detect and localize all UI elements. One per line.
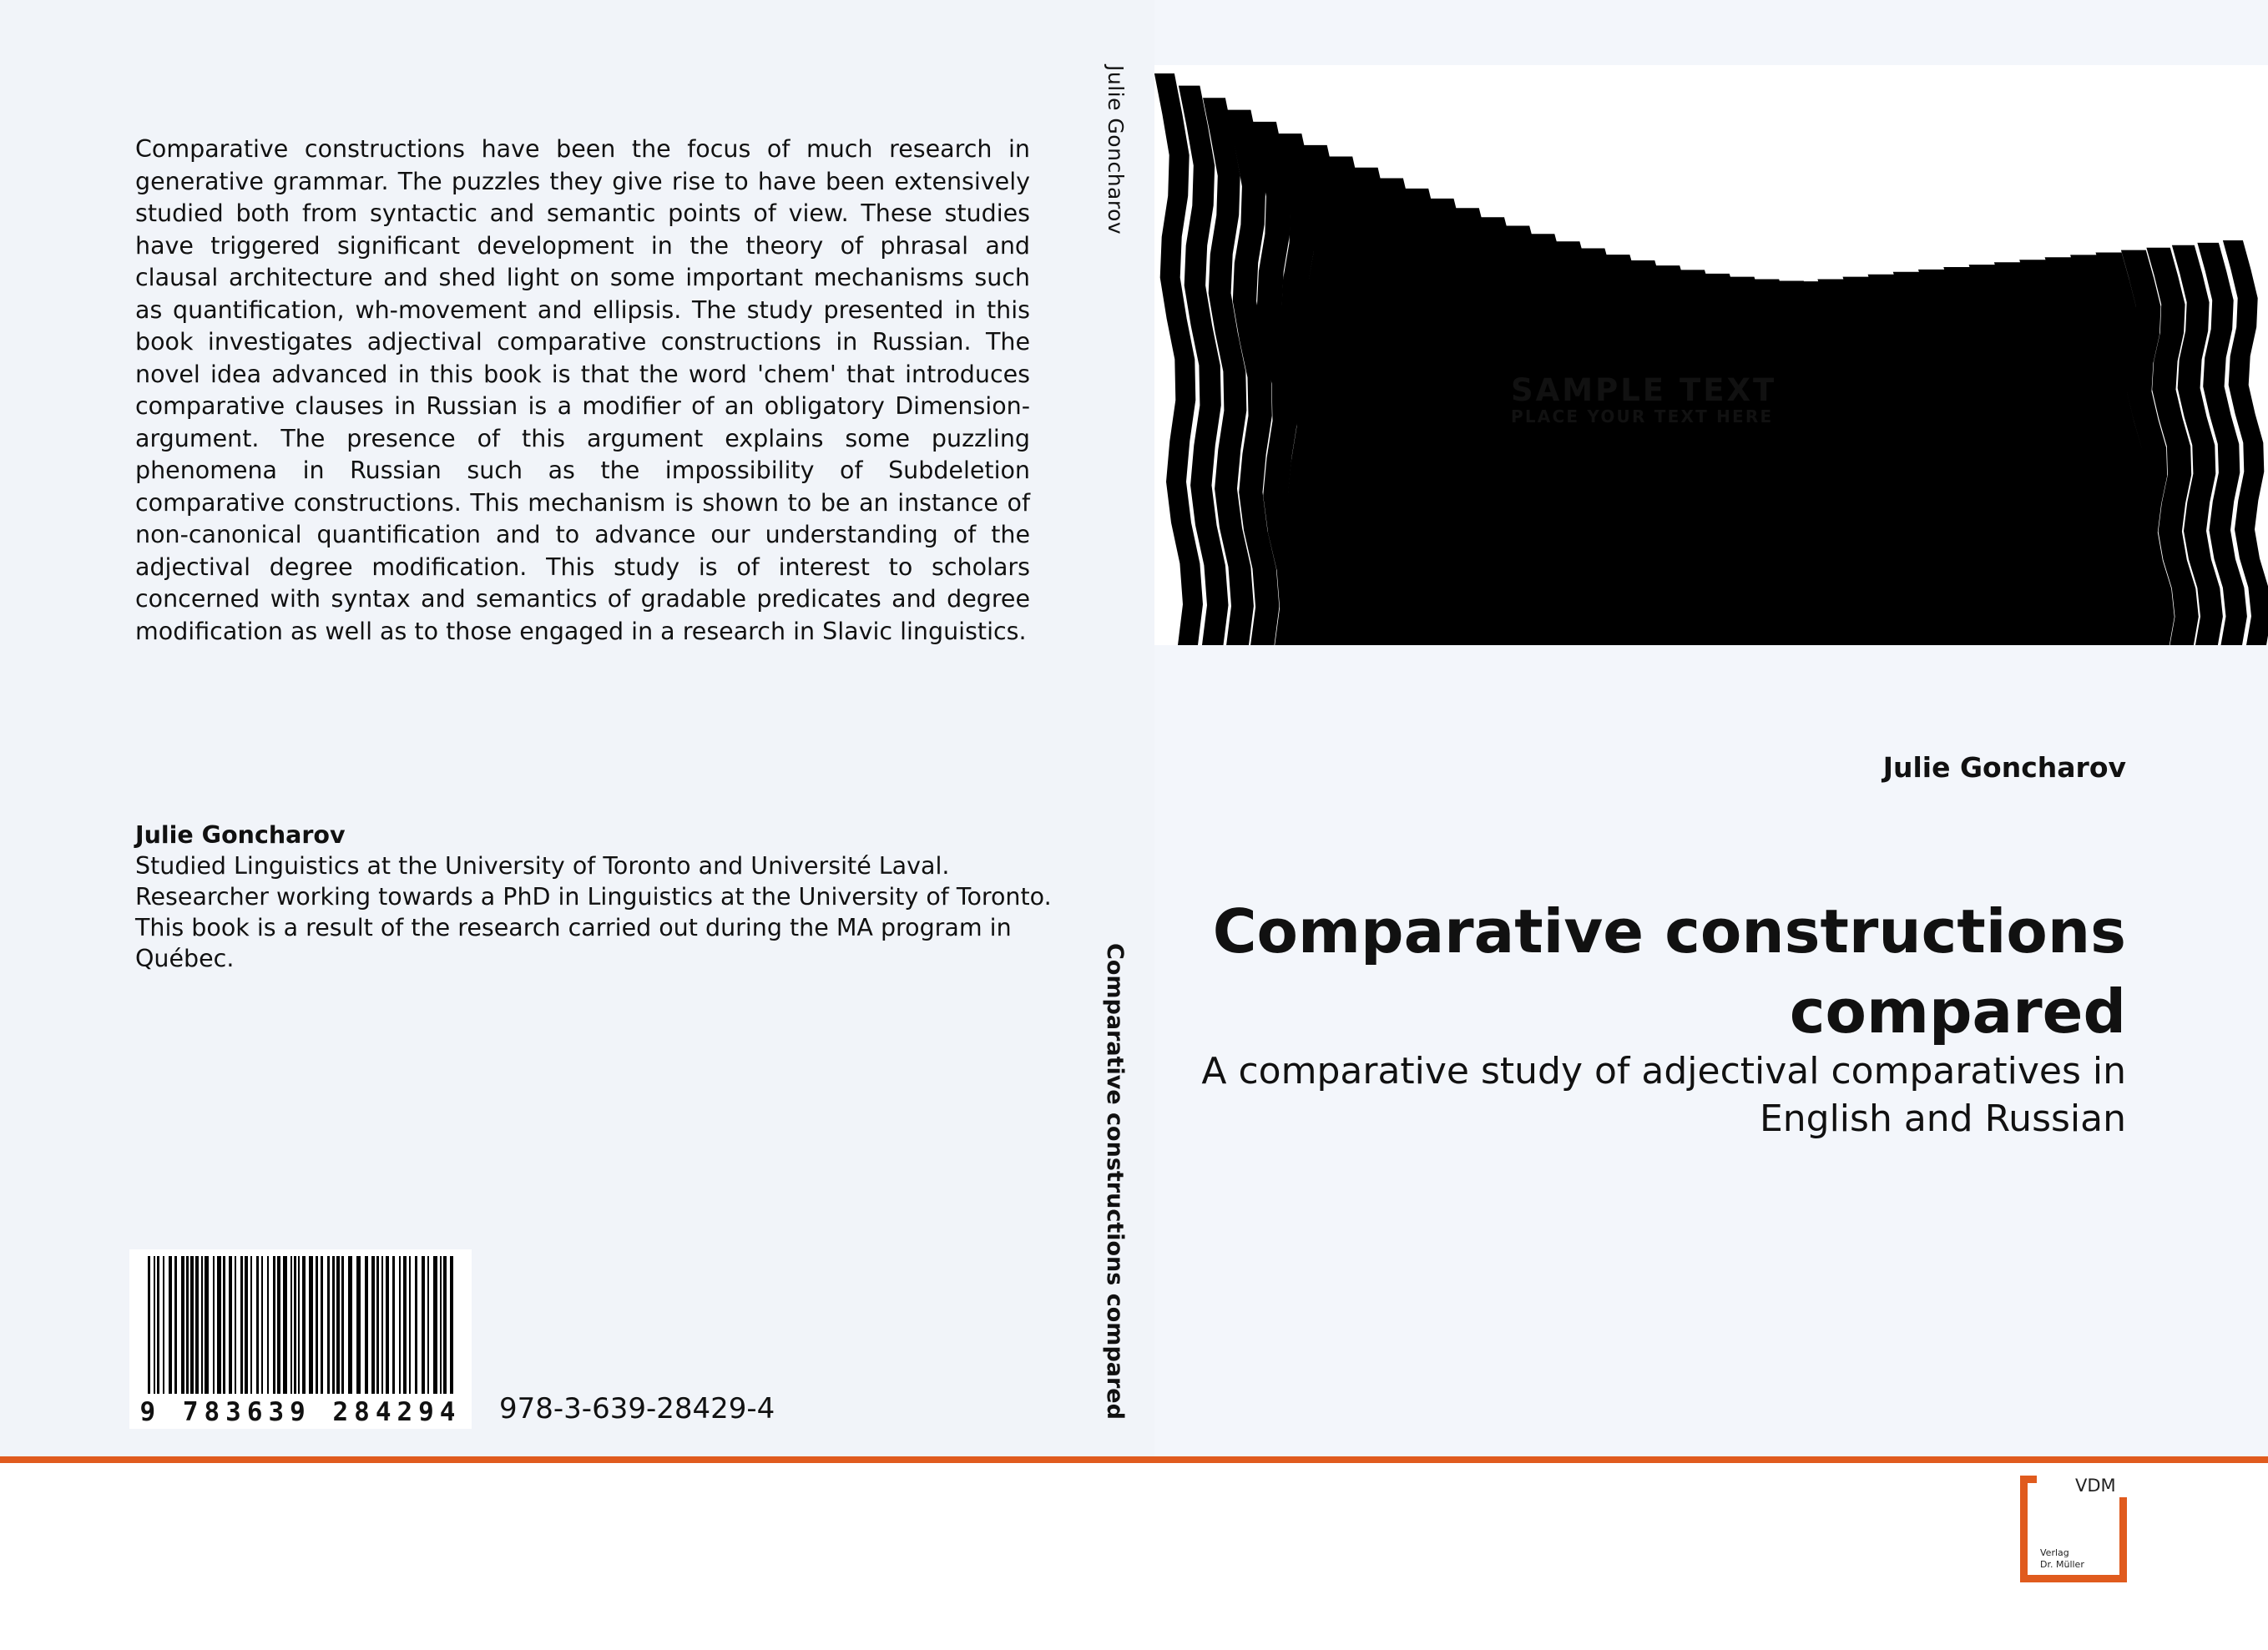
bio-line: This book is a result of the research carried out during the MA program in xyxy=(135,914,1012,941)
wave-pattern-graphic xyxy=(1154,65,2268,645)
front-subtitle: A comparative study of adjectival comparatives in English and Russian xyxy=(1201,1050,2126,1140)
barcode-graphic xyxy=(129,1249,472,1429)
bottom-orange-rule xyxy=(0,1456,2268,1463)
barcode-digits: 9 783639 284294 xyxy=(139,1397,462,1427)
publisher-line1: Verlag xyxy=(2040,1547,2069,1558)
barcode-bars xyxy=(148,1256,453,1394)
bio-author-name: Julie Goncharov xyxy=(135,821,346,849)
publisher-line2: Dr. Müller xyxy=(2040,1559,2084,1570)
isbn-number: 978-3-639-28429-4 xyxy=(499,1392,775,1425)
spine-author: Julie Goncharov xyxy=(1104,65,1128,235)
spine-title: Comparative constructions compared xyxy=(1102,943,1128,1420)
cover-artwork xyxy=(1154,65,2268,645)
sample-text-logo xyxy=(1511,374,1776,426)
author-bio xyxy=(135,820,1078,974)
bio-line: Québec. xyxy=(135,945,235,972)
sample-text-main: SAMPLE TEXT xyxy=(1511,372,1777,408)
bio-line: Researcher working towards a PhD in Linguistics at the University of Toronto. xyxy=(135,883,1052,911)
back-cover-blurb: Comparative constructions have been the focus of much research in generative grammar. The puzzles they give rise to have been extensively studied both from syntactic and semantic points of view. These studies have triggered significant development in the theory of phrasal and clausal architecture and shed light on some important mechanisms such as quantification, wh-movement and ellipsis. The study presented in this book investigates adjectival comparative constructions in Russian. The novel idea advanced in this book is that the word 'chem' that introduces comparative clauses in Russian is a modifier of an obligatory Dimension-argument. The presence of this argument explains some puzzling phenomena in Russian such as the impossibility of Subdeletion comparative constructions. This mechanism is shown to be an instance of non-canonical quantification and to advance our understanding of the adjectival degree modification. This study is of interest to scholars concerned with syntax and semantics of gradable predicates and degree modification as well as to those engaged in a research in Slavic linguistics. xyxy=(135,135,1030,645)
publisher-name: VDM xyxy=(2075,1476,2116,1496)
publisher-logo xyxy=(2020,1476,2127,1582)
front-author: Julie Goncharov xyxy=(1882,751,2126,784)
front-title: Comparative constructions compared xyxy=(1212,896,2126,1047)
bio-line: Studied Linguistics at the University of Toronto and Université Laval. xyxy=(135,852,950,880)
barcode xyxy=(129,1249,472,1429)
sample-text-sub: PLACE YOUR TEXT HERE xyxy=(1511,406,1774,426)
